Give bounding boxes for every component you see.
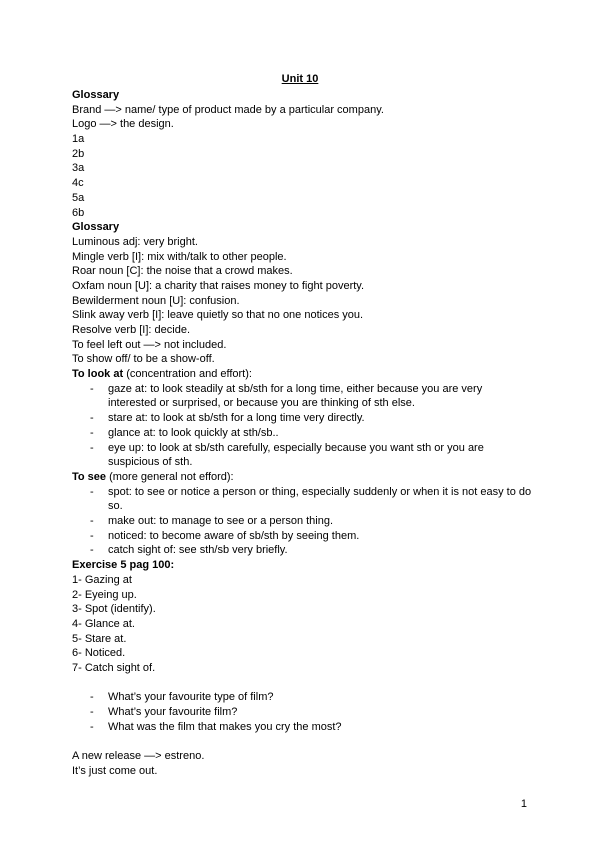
text-line: To show off/ to be a show-off. (72, 353, 215, 366)
section-heading-note: (more general not efford): (106, 470, 234, 483)
questions-list (72, 690, 532, 734)
list-item-text: What was the film that makes you cry the most? (108, 720, 342, 733)
blank-line (72, 734, 532, 749)
list-item (72, 690, 532, 705)
section-heading-look-at (72, 367, 532, 382)
list-item-text: What’s your favourite film? (108, 706, 238, 719)
text-line: A new release —> estreno. (72, 750, 205, 763)
bullet-dash: - (90, 412, 94, 425)
bullet-dash: - (90, 426, 94, 439)
list-item-text: gaze at: to look steadily at sb/sth for a long time, either because you are very interested or surprised, or because you are thinking of sth else. (108, 382, 483, 410)
list-item (72, 426, 532, 441)
list-item-text: catch sight of: see sth/sb very briefly. (108, 544, 288, 557)
glossary-lines (72, 235, 532, 367)
bullet-dash: - (90, 515, 94, 528)
answer-line: 6b (72, 206, 85, 219)
text-line: Bewilderment noun [U]: confusion. (72, 294, 240, 307)
bullet-dash: - (90, 720, 94, 733)
text-line: Mingle verb [I]: mix with/talk to other people. (72, 250, 287, 263)
answer-line: 4- Glance at. (72, 617, 135, 630)
list-item (72, 529, 532, 544)
page-title: Unit 10 (281, 73, 319, 85)
list-item-text: eye up: to look at sb/sth carefully, especially because you want sth or you are suspicious of sth. (108, 441, 484, 469)
page-number: 1 (520, 798, 527, 810)
text-line: It’s just come out. (72, 764, 158, 777)
list-item-text: glance at: to look quickly at sth/sb.. (108, 426, 279, 439)
list-item (72, 720, 532, 735)
answer-line: 2- Eyeing up. (72, 588, 137, 601)
blank-line (72, 676, 532, 691)
list-item-text: stare at: to look at sb/sth for a long time very directly. (108, 412, 365, 425)
text-line: To feel left out —> not included. (72, 338, 227, 351)
glossary-heading: Glossary (72, 221, 120, 234)
answer-line: 6- Noticed. (72, 647, 126, 660)
list-item (72, 543, 532, 558)
section-heading-label: To see (72, 470, 107, 483)
section-heading-label: To look at (72, 368, 124, 381)
look-at-list (72, 382, 532, 470)
list-item-text: make out: to manage to see or a person thing. (108, 515, 334, 528)
answer-line: 1- Gazing at (72, 573, 132, 586)
answer-line: 7- Catch sight of. (72, 661, 156, 674)
text-line: Luminous adj: very bright. (72, 235, 198, 248)
glossary-lines (72, 103, 532, 221)
exercise-answers (72, 573, 532, 676)
bullet-dash: - (90, 382, 94, 395)
exercise-heading: Exercise 5 pag 100: (72, 559, 175, 572)
bullet-dash: - (90, 441, 94, 454)
bullet-dash: - (90, 706, 94, 719)
answer-line: 1a (72, 133, 85, 146)
answer-line: 3a (72, 162, 85, 175)
text-line: Resolve verb [I]: decide. (72, 324, 191, 336)
text-line: Brand —> name/ type of product made by a particular company. (72, 103, 384, 116)
document-body (72, 88, 532, 779)
text-line: Logo —> the design. (72, 118, 174, 131)
to-see-list (72, 485, 532, 559)
text-line: Oxfam noun [U]: a charity that raises money to fight poverty. (72, 279, 365, 292)
list-item-text: What’s your favourite type of film? (108, 691, 274, 704)
list-item (72, 705, 532, 720)
section-heading-to-see (72, 470, 532, 485)
answer-line: 2b (72, 147, 85, 160)
answer-line: 4c (72, 177, 84, 190)
bullet-dash: - (90, 485, 94, 498)
section-heading-note: (concentration and effort): (123, 368, 252, 381)
list-item (72, 514, 532, 529)
bullet-dash: - (90, 529, 94, 542)
bullet-dash: - (90, 691, 94, 704)
list-item-text: spot: to see or notice a person or thing, especially suddenly or when it is not easy to do so. (108, 485, 532, 513)
glossary-heading: Glossary (72, 89, 120, 101)
answer-line: 5a (72, 191, 85, 204)
text-line: Roar noun [C]: the noise that a crowd makes. (72, 265, 293, 278)
list-item (72, 411, 532, 426)
list-item (72, 485, 532, 514)
text-line: Slink away verb [I]: leave quietly so that no one notices you. (72, 309, 364, 322)
list-item (72, 441, 532, 470)
answer-line: 5- Stare at. (72, 632, 127, 645)
answer-line: 3- Spot (identify). (72, 603, 156, 616)
bullet-dash: - (90, 544, 94, 557)
list-item (72, 382, 532, 411)
list-item-text: noticed: to become aware of sb/sth by seeing them. (108, 529, 360, 542)
